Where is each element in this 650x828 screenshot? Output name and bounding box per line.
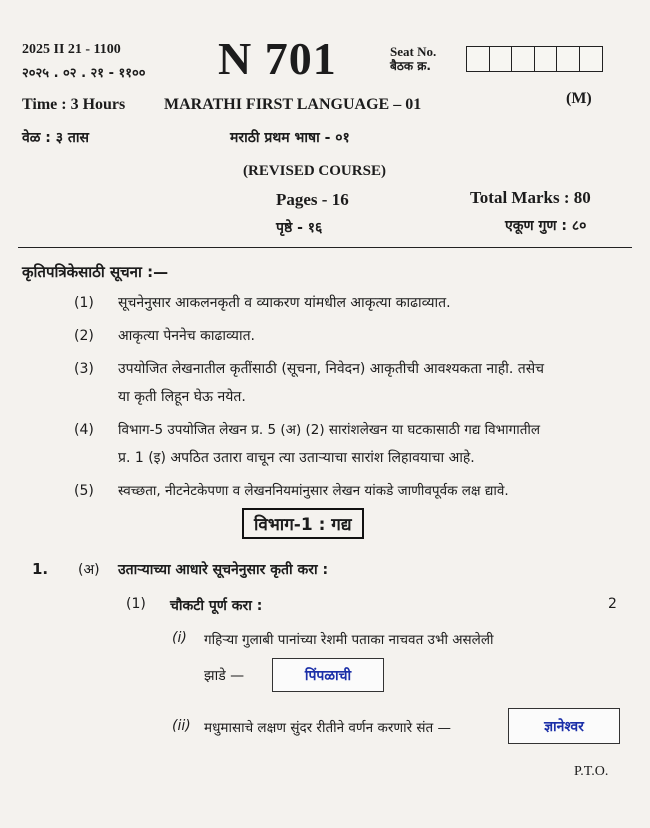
instruction-number: (2) xyxy=(74,328,94,344)
course-label: (REVISED COURSE) xyxy=(243,163,386,179)
header-divider xyxy=(18,247,632,248)
time-mr: वेळ : ३ तास xyxy=(22,130,89,146)
item-i-text: गहिऱ्या गुलाबी पानांच्या रेशमी पताका नाचवत उभी असलेली xyxy=(204,632,494,648)
seat-digit-box[interactable] xyxy=(489,46,513,72)
exam-code-mr: २०२५ . ०२ . २१ - ११०० xyxy=(22,66,146,81)
time-en: Time : 3 Hours xyxy=(22,96,126,113)
sub-question-number: (1) xyxy=(126,596,146,612)
total-marks-mr: एकूण गुण : ८० xyxy=(505,218,587,234)
instruction-item xyxy=(74,355,630,411)
seat-number-label xyxy=(390,44,436,74)
instruction-text: आकृत्या पेननेच काढाव्यात. xyxy=(118,328,255,344)
instruction-number: (5) xyxy=(74,483,94,499)
question-number: 1. xyxy=(32,560,49,578)
pages-mr: पृष्ठे - १६ xyxy=(276,220,323,236)
seat-digit-box[interactable] xyxy=(534,46,558,72)
item-ii-text: मधुमासाचे लक्षण सुंदर रीतीने वर्णन करणारे संत — xyxy=(204,720,452,736)
instruction-line: या कृती लिहून घेऊ नयेत. xyxy=(118,389,246,405)
instruction-number: (1) xyxy=(74,295,94,311)
instruction-item xyxy=(74,416,630,472)
seat-digit-box[interactable] xyxy=(511,46,535,72)
seat-digit-box[interactable] xyxy=(579,46,603,72)
seat-digit-box[interactable] xyxy=(556,46,580,72)
exam-code-en: 2025 II 21 - 1100 xyxy=(22,42,121,57)
instruction-number: (4) xyxy=(74,422,94,438)
instruction-item xyxy=(74,477,630,505)
pages-en: Pages - 16 xyxy=(276,190,349,209)
instruction-line: विभाग-5 उपयोजित लेखन प्र. 5 (अ) (2) सारांशलेखन या घटकासाठी गद्य विभागातील xyxy=(118,422,541,438)
item-i-number: (i) xyxy=(172,630,187,646)
instruction-text: स्वच्छता, नीटनेटकेपणा व लेखननियमांनुसार लेखन यांकडे जाणीवपूर्वक लक्ष द्यावे. xyxy=(118,483,509,499)
item-i-prompt: झाडे — xyxy=(204,668,245,684)
seat-digit-box[interactable] xyxy=(466,46,490,72)
item-ii-answer-box[interactable]: ज्ञानेश्वर xyxy=(508,708,620,744)
total-marks-en: Total Marks : 80 xyxy=(470,188,591,207)
instruction-line: प्र. 1 (इ) अपठित उतारा वाचून त्या उताऱ्याचा सारांश लिहावयाचा आहे. xyxy=(118,450,475,466)
section-heading: विभाग-1 : गद्य xyxy=(242,508,364,539)
marks-label: 2 xyxy=(608,596,617,612)
item-i-answer-box[interactable]: पिंपळाची xyxy=(272,658,384,692)
instruction-line: उपयोजित लेखनातील कृतींसाठी (सूचना, निवेदन) आकृतीची आवश्यकता नाही. तसेच xyxy=(118,361,545,377)
instruction-text xyxy=(118,355,544,411)
sub-question-text: चौकटी पूर्ण करा : xyxy=(170,598,263,614)
page-turn-note: P.T.O. xyxy=(574,764,609,779)
seat-number-boxes[interactable] xyxy=(466,46,601,72)
question-part-text: उताऱ्याच्या आधारे सूचनेनुसार कृती करा : xyxy=(118,562,329,578)
question-part-label: (अ) xyxy=(78,562,100,578)
instruction-item xyxy=(74,289,630,317)
paper-code: N 701 xyxy=(218,33,337,84)
seat-label-en: Seat No. xyxy=(390,44,437,59)
item-ii-number: (ii) xyxy=(172,718,191,734)
instruction-text: सूचनेनुसार आकलनकृती व व्याकरण यांमधील आकृत्या काढाव्यात. xyxy=(118,295,451,311)
seat-label-mr: बैठक क्र. xyxy=(390,59,431,73)
subject-en: MARATHI FIRST LANGUAGE – 01 xyxy=(164,96,422,113)
instruction-item xyxy=(74,322,630,350)
instruction-number: (3) xyxy=(74,361,94,377)
instruction-text xyxy=(118,416,540,472)
instructions-title: कृतिपत्रिकेसाठी सूचना :— xyxy=(22,263,169,281)
medium-label: (M) xyxy=(566,90,592,107)
subject-mr: मराठी प्रथम भाषा - ०१ xyxy=(230,130,350,146)
instructions-list xyxy=(74,289,630,505)
